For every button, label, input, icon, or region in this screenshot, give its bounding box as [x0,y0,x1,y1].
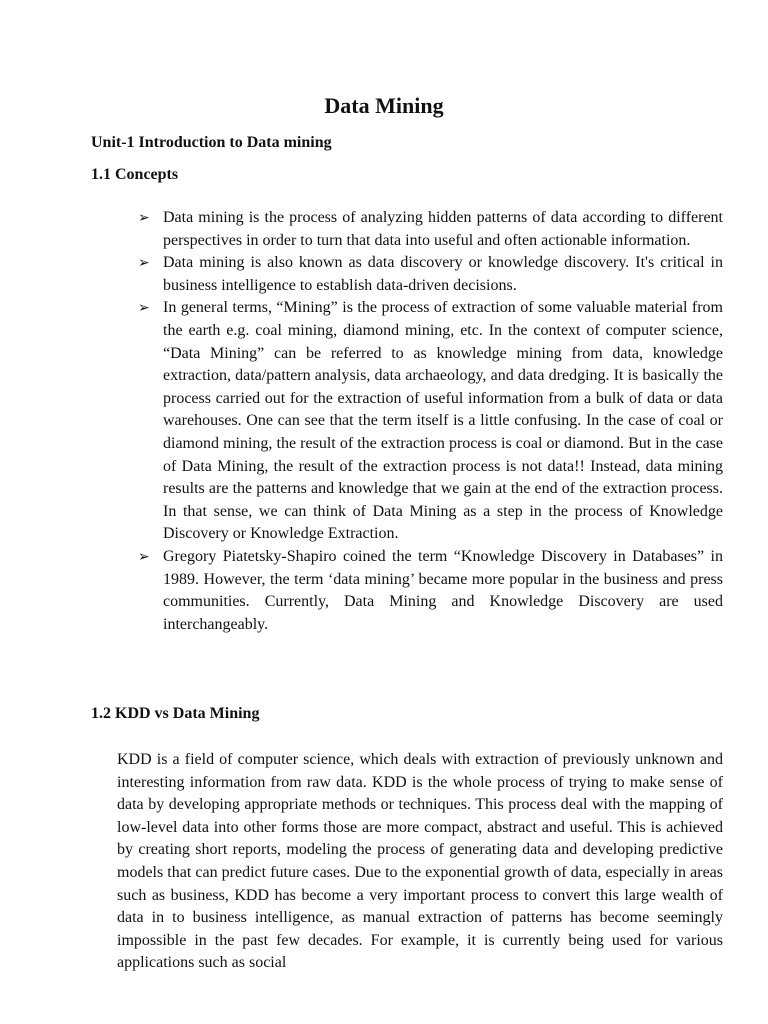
bullet-text: Data mining is the process of analyzing hidden patterns of data according to different perspectives in order to turn that data into useful and often actionable information. [163,209,723,249]
section-heading-concepts: 1.1 Concepts [91,166,179,183]
bullet-text: Data mining is also known as data discovery or knowledge discovery. It's critical in business intelligence to establish data-driven decisions. [163,254,723,294]
arrow-bullet-icon: ➢ [138,300,150,317]
bullet-item [138,207,723,252]
arrow-bullet-icon: ➢ [138,548,150,565]
section-heading-kdd: 1.2 KDD vs Data Mining [91,705,260,722]
bullet-text: In general terms, “Mining” is the process of extraction of some valuable material from the earth e.g. coal mining, diamond mining, etc. In the context of computer science, “Data Mining” can be referred to as knowledge mining from data, knowledge extraction, data/pattern analysis, data archaeology, and data dredging. It is basically the process carried out for the extraction of useful information from a bulk of data or data warehouses. One can see that the term itself is a little confusing. In the case of coal or diamond mining, the result of the extraction process is coal or diamond. But in the case of Data Mining, the result of the extraction process is not data!! Instead, data mining results are the patterns and knowledge that we gain at the end of the extraction process. In that sense, we can think of Data Mining as a step in the process of Knowledge Discovery or Knowledge Extraction. [163,299,723,543]
arrow-bullet-icon: ➢ [138,255,150,272]
unit-heading: Unit-1 Introduction to Data mining [91,134,332,151]
bullet-item [138,546,723,636]
bullet-item [138,252,723,297]
bullet-text: Gregory Piatetsky-Shapiro coined the term “Knowledge Discovery in Databases” in 1989. However, the term ‘data mining’ became more popular in the business and press communities. Currently, Data Mining and Knowledge Discovery are used interchangeably. [163,547,723,633]
kdd-paragraph: KDD is a field of computer science, which deals with extraction of previously unknown and interesting information from raw data. KDD is the whole process of trying to make sense of data by developing appropriate methods or techniques. This process deal with the mapping of low-level data into other forms those are more compact, abstract and useful. This is achieved by creating short reports, modeling the process of generating data and developing predictive models that can predict future cases. Due to the exponential growth of data, especially in areas such as business, KDD has become a very important process to convert this large wealth of data in to business intelligence, as manual extraction of patterns has become seemingly impossible in the past few decades. For example, it is currently being used for various applications such as social [117,751,723,972]
document-title: Data Mining [324,93,444,118]
bullet-item [138,297,723,546]
concepts-bullet-list [138,207,723,636]
arrow-bullet-icon: ➢ [138,210,150,226]
